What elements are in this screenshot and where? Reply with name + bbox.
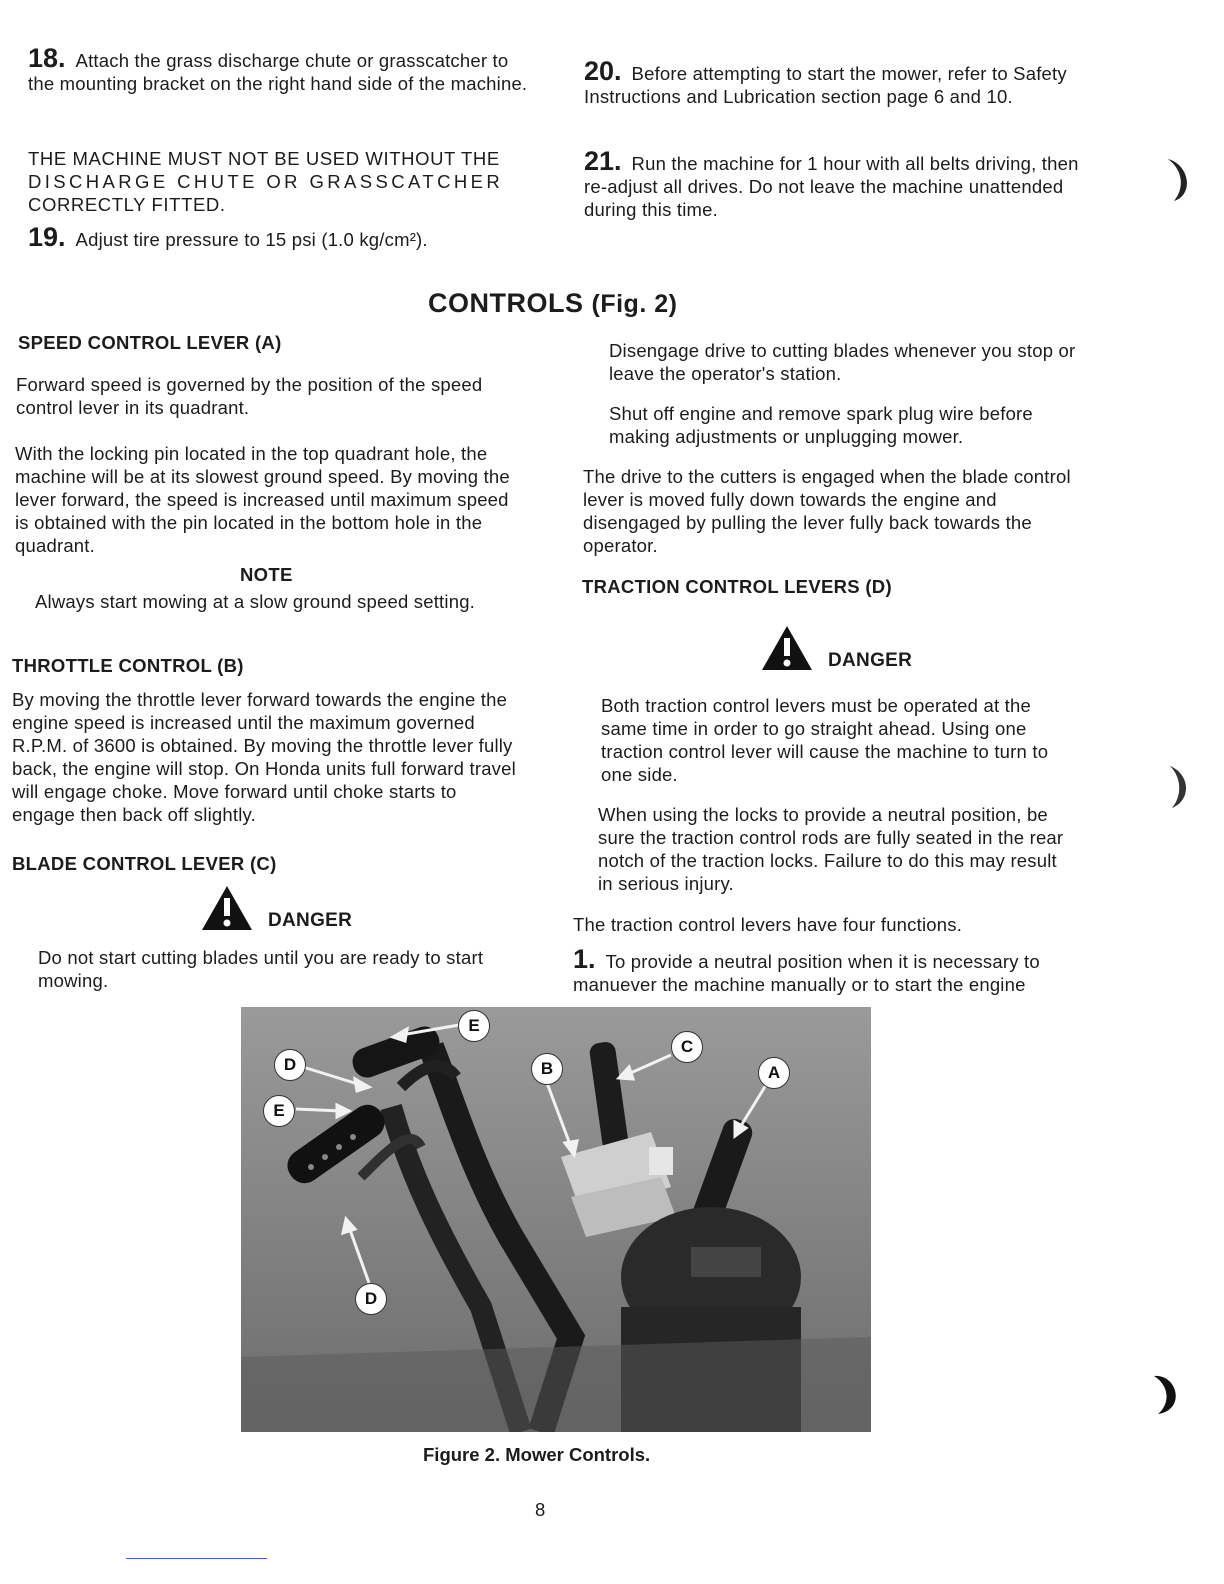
speed-note-label: NOTE (240, 564, 293, 585)
step-21 (584, 146, 1099, 221)
step-20-number: 20. (584, 56, 622, 86)
callout-e-top: E (458, 1010, 490, 1042)
traction-heading: TRACTION CONTROL LEVERS (D) (582, 576, 892, 597)
traction-item-1-number: 1. (573, 944, 596, 974)
traction-paragraph-1: Both traction control levers must be operated at the same time in order to go straight ahead. Using one traction control lever will cause the machine to turn to one side. (601, 695, 1049, 785)
page-number: 8 (535, 1499, 546, 1520)
chute-warning-line-1: THE MACHINE MUST NOT BE USED WITHOUT THE (28, 148, 500, 169)
figure-caption: Figure 2. Mower Controls. (423, 1444, 651, 1465)
callout-d-left: D (274, 1049, 306, 1081)
throttle-paragraph: By moving the throttle lever forward towards the engine the engine speed is increased until the maximum governed R.P.M. of 3600 is obtained. By moving the throttle lever fully back, the engine will stop. On Honda units full forward travel will engage choke. Move forward until choke starts to engage then back off slightly. (12, 689, 516, 825)
binder-hole-mark-icon (1148, 1370, 1194, 1420)
callout-b: B (531, 1053, 563, 1085)
blade-danger-label: DANGER (268, 910, 353, 931)
blade-danger (200, 884, 352, 932)
step-21-number: 21. (584, 146, 622, 176)
binder-hole-mark-icon (1160, 762, 1200, 812)
traction-item-1-text: To provide a neutral position when it is necessary to manuever the machine manually or to start the engine (573, 951, 1040, 995)
blade-paragraph-4: The drive to the cutters is engaged when the blade control lever is moved fully down towards the engine and disengaged by pulling the lever fully back towards the operator. (583, 466, 1071, 556)
blade-paragraph-3: Shut off engine and remove spark plug wire before making adjustments or unplugging mower. (609, 403, 1033, 447)
footer-rule (126, 1558, 267, 1559)
traction-danger (760, 624, 912, 672)
chute-warning (28, 147, 548, 216)
controls-title-main: CONTROLS (428, 288, 584, 318)
blade-paragraph-1: Do not start cutting blades until you are ready to start mowing. (38, 947, 484, 991)
speed-heading: SPEED CONTROL LEVER (A) (18, 332, 282, 353)
step-20-text: Before attempting to start the mower, refer to Safety Instructions and Lubrication section page 6 and 10. (584, 63, 1067, 107)
step-19-text: Adjust tire pressure to 15 psi (1.0 kg/cm²). (75, 229, 428, 250)
step-19-number: 19. (28, 222, 66, 252)
warning-triangle-icon (200, 884, 254, 932)
callout-a: A (758, 1057, 790, 1089)
chute-warning-line-2: DISCHARGE CHUTE OR GRASSCATCHER (28, 171, 504, 192)
traction-item-1 (573, 944, 1088, 996)
blade-heading: BLADE CONTROL LEVER (C) (12, 853, 277, 874)
traction-danger-label: DANGER (828, 650, 913, 671)
binder-hole-mark-icon (1160, 155, 1200, 205)
speed-paragraph-2: With the locking pin located in the top quadrant hole, the machine will be at its slowest ground speed. By moving the lever forward, the speed is increased until maximum speed is obtained with the pin located in the bottom hole in the quadrant. (15, 443, 510, 556)
callout-d-bottom: D (355, 1283, 387, 1315)
controls-title (428, 288, 677, 319)
step-19 (28, 222, 548, 252)
speed-paragraph-1: Forward speed is governed by the position of the speed control lever in its quadrant. (16, 374, 483, 418)
callout-e-left: E (263, 1095, 295, 1127)
controls-title-sub: (Fig. 2) (591, 290, 678, 318)
throttle-heading: THROTTLE CONTROL (B) (12, 655, 244, 676)
chute-warning-line-3: CORRECTLY FITTED. (28, 194, 226, 215)
blade-paragraph-2: Disengage drive to cutting blades whenever you stop or leave the operator's station. (609, 340, 1076, 384)
step-18-text: Attach the grass discharge chute or grasscatcher to the mounting bracket on the right hand side of the machine. (28, 50, 528, 94)
step-18-number: 18. (28, 43, 66, 73)
step-21-text: Run the machine for 1 hour with all belts driving, then re-adjust all drives. Do not leave the machine unattended during this time. (584, 153, 1079, 220)
mower-controls-photo (241, 1007, 871, 1432)
step-18 (28, 43, 538, 95)
traction-paragraph-3: The traction control levers have four functions. (573, 914, 963, 935)
traction-paragraph-2: When using the locks to provide a neutral position, be sure the traction control rods are fully seated in the rear notch of the traction locks. Failure to do this may result in serious injury. (598, 804, 1064, 894)
warning-triangle-icon (760, 624, 814, 672)
step-20 (584, 56, 1099, 108)
speed-note: Always start mowing at a slow ground speed setting. (35, 591, 476, 612)
callout-c: C (671, 1031, 703, 1063)
